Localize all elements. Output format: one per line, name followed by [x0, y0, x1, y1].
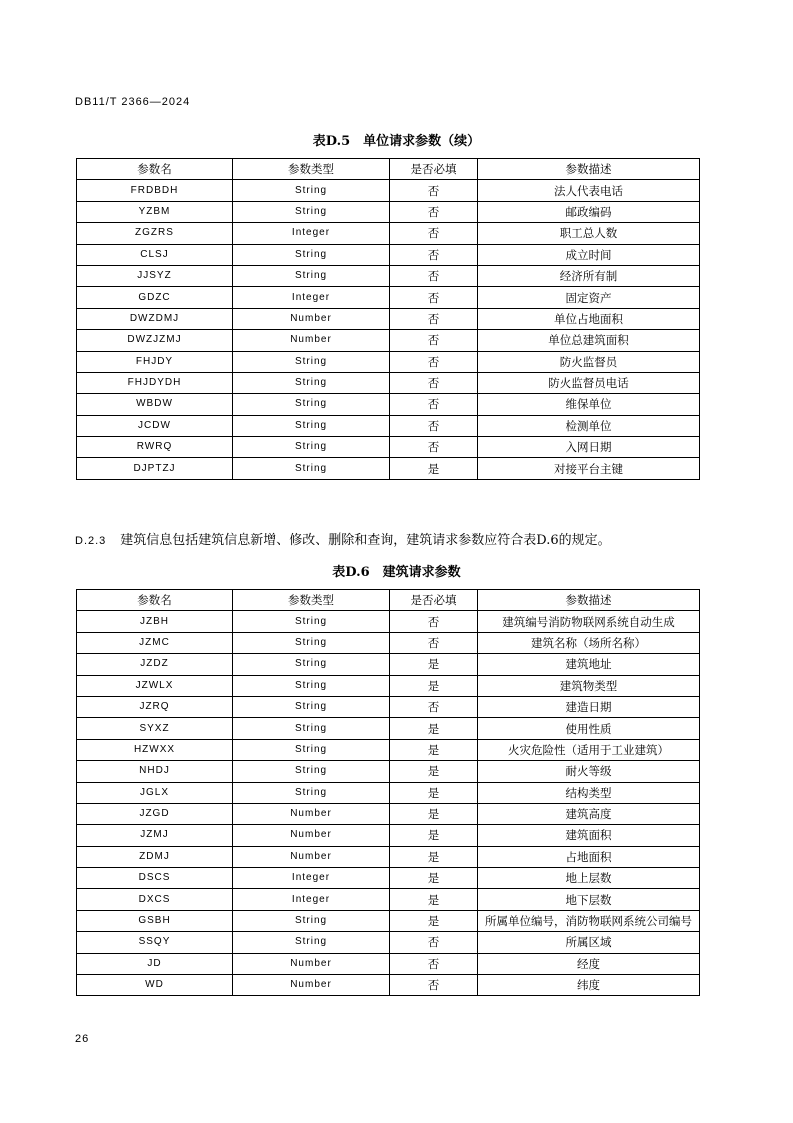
required-cell: 是 — [390, 675, 478, 696]
param-name-cell: HZWXX — [77, 739, 233, 760]
required-cell: 否 — [390, 932, 478, 953]
param-name-cell: JZDZ — [77, 654, 233, 675]
required-cell: 否 — [390, 223, 478, 244]
table-row — [77, 803, 700, 824]
param-name-cell: FRDBDH — [77, 180, 233, 201]
required-cell: 否 — [390, 351, 478, 372]
param-name-cell: JZBH — [77, 611, 233, 632]
description-cell: 纬度 — [478, 975, 700, 996]
description-cell: 法人代表电话 — [478, 180, 700, 201]
table-row — [77, 868, 700, 889]
column-header-param-type: 参数类型 — [233, 590, 390, 611]
param-name-cell: RWRQ — [77, 437, 233, 458]
table-row — [77, 761, 700, 782]
param-name-cell: JGLX — [77, 782, 233, 803]
param-name-cell: WBDW — [77, 394, 233, 415]
column-header-param-type: 参数类型 — [233, 159, 390, 180]
table-row — [77, 889, 700, 910]
param-type-cell: String — [233, 180, 390, 201]
description-cell: 建造日期 — [478, 696, 700, 717]
table-row — [77, 611, 700, 632]
table-d6-caption: 表D.6 建筑请求参数 — [332, 565, 461, 580]
param-type-cell: Integer — [233, 223, 390, 244]
param-type-cell: String — [233, 632, 390, 653]
column-header-description: 参数描述 — [478, 159, 700, 180]
param-name-cell: SSQY — [77, 932, 233, 953]
param-name-cell: GDZC — [77, 287, 233, 308]
description-cell: 成立时间 — [478, 244, 700, 265]
param-type-cell: String — [233, 696, 390, 717]
param-type-cell: String — [233, 932, 390, 953]
param-type-cell: Integer — [233, 287, 390, 308]
required-cell: 否 — [390, 244, 478, 265]
required-cell: 否 — [390, 308, 478, 329]
table-row — [77, 718, 700, 739]
param-type-cell: Number — [233, 953, 390, 974]
description-cell: 耐火等级 — [478, 761, 700, 782]
required-cell: 否 — [390, 287, 478, 308]
table-row — [77, 739, 700, 760]
param-name-cell: JZMC — [77, 632, 233, 653]
param-type-cell: Number — [233, 975, 390, 996]
table-row — [77, 180, 700, 201]
param-type-cell: String — [233, 654, 390, 675]
param-name-cell: JJSYZ — [77, 265, 233, 286]
table-d5 — [76, 158, 700, 480]
param-type-cell: String — [233, 910, 390, 931]
description-cell: 建筑编号消防物联网系统自动生成 — [478, 611, 700, 632]
param-name-cell: JZGD — [77, 803, 233, 824]
param-type-cell: String — [233, 675, 390, 696]
param-name-cell: ZGZRS — [77, 223, 233, 244]
table-row — [77, 287, 700, 308]
table-row — [77, 696, 700, 717]
table-row — [77, 265, 700, 286]
table-row — [77, 330, 700, 351]
param-type-cell: String — [233, 394, 390, 415]
description-cell: 占地面积 — [478, 846, 700, 867]
param-name-cell: JZRQ — [77, 696, 233, 717]
description-cell: 所属单位编号，消防物联网系统公司编号 — [478, 910, 700, 931]
required-cell: 是 — [390, 718, 478, 739]
required-cell: 是 — [390, 910, 478, 931]
required-cell: 是 — [390, 825, 478, 846]
table-d6 — [76, 589, 700, 996]
param-name-cell: JZMJ — [77, 825, 233, 846]
param-type-cell: String — [233, 739, 390, 760]
param-type-cell: Number — [233, 803, 390, 824]
param-type-cell: String — [233, 437, 390, 458]
required-cell: 是 — [390, 458, 478, 479]
param-type-cell: String — [233, 611, 390, 632]
clause-text: 建筑信息包括建筑信息新增、修改、删除和查询，建筑请求参数应符合表D.6的规定。 — [120, 533, 611, 548]
description-cell: 建筑地址 — [478, 654, 700, 675]
param-name-cell: NHDJ — [77, 761, 233, 782]
description-cell: 固定资产 — [478, 287, 700, 308]
param-type-cell: Number — [233, 825, 390, 846]
param-name-cell: DJPTZJ — [77, 458, 233, 479]
description-cell: 结构类型 — [478, 782, 700, 803]
param-name-cell: JD — [77, 953, 233, 974]
description-cell: 经度 — [478, 953, 700, 974]
description-cell: 建筑高度 — [478, 803, 700, 824]
description-cell: 经济所有制 — [478, 265, 700, 286]
param-name-cell: CLSJ — [77, 244, 233, 265]
table-row — [77, 782, 700, 803]
required-cell: 是 — [390, 654, 478, 675]
description-cell: 单位总建筑面积 — [478, 330, 700, 351]
description-cell: 入网日期 — [478, 437, 700, 458]
param-type-cell: String — [233, 265, 390, 286]
param-type-cell: String — [233, 372, 390, 393]
table-header-row — [77, 159, 700, 180]
param-type-cell: Integer — [233, 889, 390, 910]
required-cell: 是 — [390, 739, 478, 760]
param-type-cell: Number — [233, 308, 390, 329]
required-cell: 否 — [390, 611, 478, 632]
table-row — [77, 437, 700, 458]
description-cell: 火灾危险性（适用于工业建筑） — [478, 739, 700, 760]
table-row — [77, 632, 700, 653]
clause-number: D.2.3 — [75, 535, 107, 547]
required-cell: 否 — [390, 265, 478, 286]
page-number: 26 — [75, 1033, 90, 1045]
column-header-required: 是否必填 — [390, 159, 478, 180]
required-cell: 是 — [390, 868, 478, 889]
required-cell: 是 — [390, 761, 478, 782]
table-row — [77, 975, 700, 996]
document-code: DB11/T 2366—2024 — [75, 96, 191, 108]
required-cell: 是 — [390, 782, 478, 803]
table-row — [77, 415, 700, 436]
param-type-cell: Number — [233, 846, 390, 867]
table-row — [77, 394, 700, 415]
param-type-cell: String — [233, 458, 390, 479]
table-row — [77, 825, 700, 846]
description-cell: 地下层数 — [478, 889, 700, 910]
required-cell: 是 — [390, 846, 478, 867]
param-name-cell: JCDW — [77, 415, 233, 436]
required-cell: 否 — [390, 394, 478, 415]
param-name-cell: DSCS — [77, 868, 233, 889]
required-cell: 否 — [390, 415, 478, 436]
param-name-cell: DXCS — [77, 889, 233, 910]
param-type-cell: String — [233, 782, 390, 803]
param-name-cell: SYXZ — [77, 718, 233, 739]
description-cell: 检测单位 — [478, 415, 700, 436]
param-type-cell: String — [233, 244, 390, 265]
description-cell: 邮政编码 — [478, 201, 700, 222]
required-cell: 否 — [390, 180, 478, 201]
required-cell: 否 — [390, 953, 478, 974]
param-type-cell: String — [233, 761, 390, 782]
table-row — [77, 223, 700, 244]
param-type-cell: Integer — [233, 868, 390, 889]
param-name-cell: JZWLX — [77, 675, 233, 696]
table-d5-body — [77, 180, 700, 479]
description-cell: 对接平台主键 — [478, 458, 700, 479]
table-row — [77, 654, 700, 675]
description-cell: 所属区域 — [478, 932, 700, 953]
required-cell: 是 — [390, 889, 478, 910]
required-cell: 否 — [390, 437, 478, 458]
required-cell: 否 — [390, 632, 478, 653]
table-row — [77, 910, 700, 931]
table-row — [77, 458, 700, 479]
clause-d-2-3 — [75, 529, 611, 548]
column-header-required: 是否必填 — [390, 590, 478, 611]
table-row — [77, 675, 700, 696]
table-row — [77, 201, 700, 222]
param-name-cell: WD — [77, 975, 233, 996]
column-header-param-name: 参数名 — [77, 590, 233, 611]
required-cell: 否 — [390, 201, 478, 222]
param-type-cell: String — [233, 201, 390, 222]
description-cell: 职工总人数 — [478, 223, 700, 244]
param-type-cell: Number — [233, 330, 390, 351]
param-name-cell: GSBH — [77, 910, 233, 931]
description-cell: 建筑物类型 — [478, 675, 700, 696]
description-cell: 地上层数 — [478, 868, 700, 889]
param-type-cell: String — [233, 351, 390, 372]
param-name-cell: DWZDMJ — [77, 308, 233, 329]
table-row — [77, 308, 700, 329]
column-header-description: 参数描述 — [478, 590, 700, 611]
description-cell: 防火监督员 — [478, 351, 700, 372]
param-name-cell: YZBM — [77, 201, 233, 222]
required-cell: 是 — [390, 803, 478, 824]
param-type-cell: String — [233, 718, 390, 739]
table-header-row — [77, 590, 700, 611]
table-row — [77, 244, 700, 265]
param-name-cell: ZDMJ — [77, 846, 233, 867]
description-cell: 建筑面积 — [478, 825, 700, 846]
column-header-param-name: 参数名 — [77, 159, 233, 180]
description-cell: 使用性质 — [478, 718, 700, 739]
table-row — [77, 953, 700, 974]
description-cell: 单位占地面积 — [478, 308, 700, 329]
param-name-cell: FHJDYDH — [77, 372, 233, 393]
required-cell: 否 — [390, 330, 478, 351]
required-cell: 否 — [390, 696, 478, 717]
table-d5-caption: 表D.5 单位请求参数（续） — [312, 134, 481, 149]
table-d6-body — [77, 611, 700, 996]
param-type-cell: String — [233, 415, 390, 436]
param-name-cell: FHJDY — [77, 351, 233, 372]
description-cell: 维保单位 — [478, 394, 700, 415]
table-row — [77, 372, 700, 393]
description-cell: 防火监督员电话 — [478, 372, 700, 393]
required-cell: 否 — [390, 975, 478, 996]
table-row — [77, 932, 700, 953]
table-row — [77, 351, 700, 372]
required-cell: 否 — [390, 372, 478, 393]
table-row — [77, 846, 700, 867]
param-name-cell: DWZJZMJ — [77, 330, 233, 351]
description-cell: 建筑名称（场所名称） — [478, 632, 700, 653]
